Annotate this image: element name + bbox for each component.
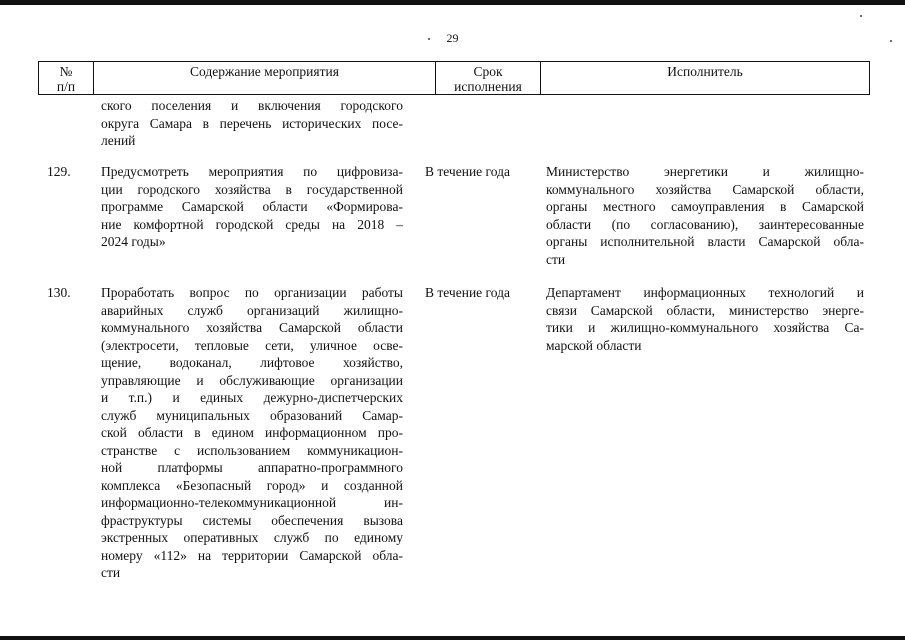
text-line: (электросети, тепловые сети, уличное осве- [101, 337, 403, 353]
text-line: служб муниципальных образований Самар- [101, 407, 403, 423]
text-line: информационно-телекоммуникационной ин- [101, 495, 403, 510]
text-line: фраструктуры системы обеспечения вызова [101, 512, 403, 528]
top-border [0, 0, 905, 5]
text-line: ние комфортной городской среды на 2018 – [101, 216, 403, 232]
text-line: связи Самарской области, министерство энерге- [546, 302, 864, 318]
header-content-label: Содержание мероприятия [190, 64, 339, 79]
row-number: 130. [47, 285, 71, 300]
row-number: 129. [47, 164, 71, 179]
continuation-content [101, 97, 403, 150]
text-line: Предусмотреть мероприятия по цифровиза- [101, 164, 403, 179]
text-line: ной платформы аппаратно-программного [101, 460, 403, 475]
scan-speck [428, 38, 430, 40]
text-line: органы исполнительной власти Самарской обла- [546, 234, 864, 249]
text-line: программе Самарской области «Формирова- [101, 199, 403, 214]
row-deadline: В течение года [425, 164, 510, 179]
row-content [101, 284, 403, 582]
header-content-cell [94, 62, 435, 94]
text-line: коммунального хозяйства Самарской области [101, 320, 403, 335]
text-line: Проработать вопрос по организации работы [101, 285, 403, 300]
text-line: области (по согласованию), заинтересованные [546, 216, 864, 232]
text-line: и т.п.) и единых дежурно-диспетчерских [101, 390, 403, 405]
text-line: экстренных оперативных служб по единому [101, 530, 403, 545]
header-number-abbrev: п/п [56, 79, 76, 94]
row-executor [546, 163, 864, 268]
text-line: комплекса «Безопасный город» и созданной [101, 477, 403, 493]
text-line: сти [546, 251, 566, 267]
text-line: тики и жилищно-коммунального хозяйства Са- [546, 320, 864, 335]
text-line: странстве с использованием коммуникацион- [101, 442, 403, 458]
text-line: округа Самара в перечень исторических посе- [101, 115, 403, 131]
table-header [38, 61, 870, 95]
text-line: коммунального хозяйства Самарской области, [546, 181, 864, 197]
header-executor-label: Исполнитель [667, 64, 743, 79]
text-line: номеру «112» на территории Самарской обла- [101, 547, 403, 563]
row-content [101, 163, 403, 251]
header-number-cell [39, 62, 93, 94]
text-line: 2024 годы» [101, 234, 166, 249]
header-number-symbol: № [59, 64, 73, 79]
row-deadline: В течение года [425, 285, 510, 300]
scan-speck [890, 40, 892, 42]
page-number: 29 [446, 31, 459, 45]
text-line: сти [101, 565, 121, 580]
text-line: ского поселения и включения городского [101, 98, 403, 113]
text-line: Департамент информационных технологий и [546, 285, 864, 300]
text-line: ской области в едином информационном про- [101, 425, 403, 440]
header-deadline-line-1: Срок [473, 64, 503, 79]
text-line: Министерство энергетики и жилищно- [546, 164, 864, 179]
header-executor-cell [541, 62, 869, 94]
text-line: щение, водоканал, лифтовое хозяйство, [101, 355, 403, 370]
scan-speck [860, 15, 862, 17]
text-line: ции городского хозяйства в государственной [101, 181, 403, 197]
text-line: аварийных служб организаций жилищно- [101, 302, 403, 318]
bottom-border [0, 636, 905, 640]
text-line: марской области [546, 337, 642, 353]
text-line: органы местного самоуправления в Самарской [546, 199, 864, 214]
header-deadline-cell [436, 62, 540, 94]
text-line: управляющие и обслуживающие организации [101, 372, 403, 388]
text-line: лений [101, 133, 136, 148]
row-executor [546, 284, 864, 354]
header-deadline-line-2: исполнения [454, 79, 522, 94]
